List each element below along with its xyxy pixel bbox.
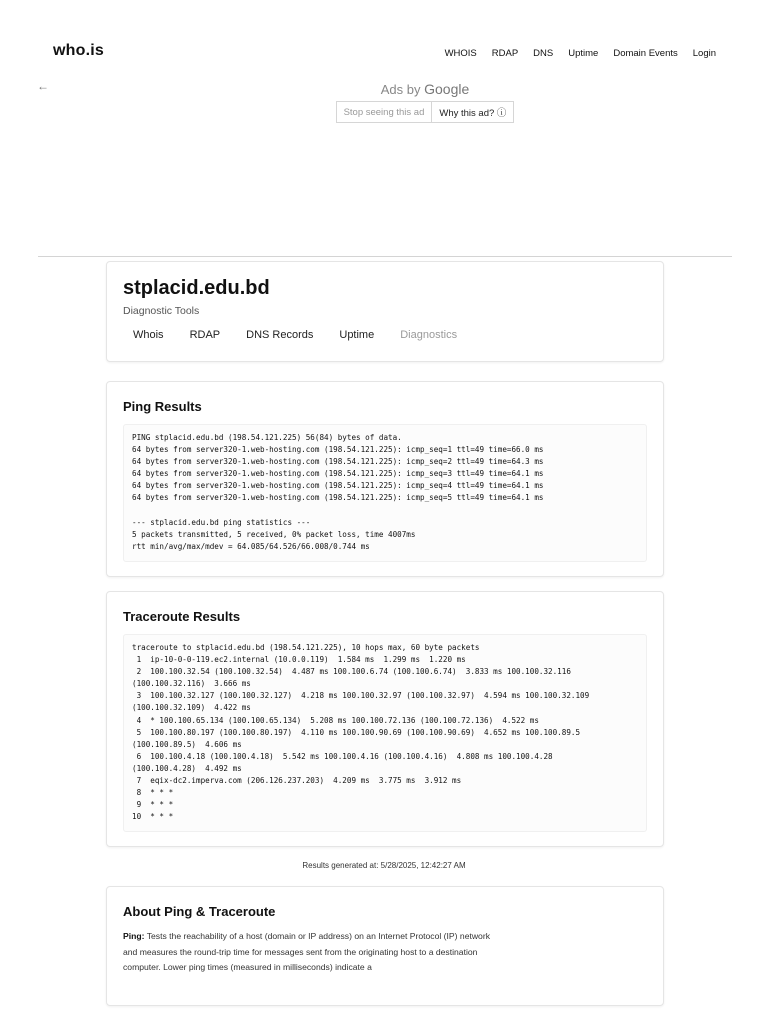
about-ping-description	[123, 929, 503, 976]
ad-panel	[330, 80, 520, 123]
nav-dns[interactable]: DNS	[533, 48, 554, 59]
nav-rdap[interactable]: RDAP	[491, 48, 519, 59]
traceroute-output: traceroute to stplacid.edu.bd (198.54.121.225), 10 hops max, 60 byte packets 1 ip-10-0-0-119.ec2.internal (10.0.0.119) 1.584 ms 1.299 ms 1.220 ms 2 100.100.32.54 (100.100.32.54) 4.487 ms 100.100.6.74 (100.100.6.74) 3.833 ms 100.100.32.116 (100.100.32.116) 3.666 ms 3 100.100.32.127 (100.100.32.127) 4.218 ms 100.100.32.97 (100.100.32.97) 4.594 ms 100.100.32.109 (100.100.32.109) 4.422 ms 4 * 100.100.65.134 (100.100.65.134) 5.208 ms 100.100.72.136 (100.100.72.136) 4.522 ms 5 100.100.80.197 (100.100.80.197) 4.110 ms 100.100.90.69 (100.100.90.69) 4.652 ms 100.100.89.5 (100.100.89.5) 4.606 ms 6 100.100.4.18 (100.100.4.18) 5.542 ms 100.100.4.16 (100.100.4.16) 4.808 ms 100.100.4.28 (100.100.4.28) 4.492 ms 7 eqix-dc2.imperva.com (206.126.237.203) 4.209 ms 3.775 ms 3.912 ms 8 * * * 9 * * * 10 * * *	[123, 634, 647, 832]
tab-diagnostics[interactable]: Diagnostics	[400, 329, 458, 341]
page-subtitle: Diagnostic Tools	[123, 305, 200, 317]
about-card	[106, 886, 664, 1006]
traceroute-results-card	[106, 591, 664, 847]
ping-output: PING stplacid.edu.bd (198.54.121.225) 56(84) bytes of data. 64 bytes from server320-1.web-hosting.com (198.54.121.225): icmp_seq=1 ttl=49 time=66.0 ms 64 bytes from server320-1.web-hosting.com (198.54.121.225): icmp_seq=2 ttl=49 time=64.3 ms 64 bytes from server320-1.web-hosting.com (198.54.121.225): icmp_seq=3 ttl=49 time=64.1 ms 64 bytes from server320-1.web-hosting.com (198.54.121.225): icmp_seq=4 ttl=49 time=64.1 ms 64 bytes from server320-1.web-hosting.com (198.54.121.225): icmp_seq=5 ttl=49 time=64.1 ms --- stplacid.edu.bd ping statistics --- 5 packets transmitted, 5 received, 0% packet loss, time 4007ms rtt min/avg/max/mdev = 64.085/64.526/66.008/0.744 ms	[123, 424, 647, 562]
tab-dns-records[interactable]: DNS Records	[246, 329, 314, 341]
ads-by-label: Ads by	[380, 82, 421, 97]
stop-seeing-ad-button[interactable]: Stop seeing this ad	[336, 101, 433, 123]
ads-by-google	[330, 80, 520, 99]
tool-tabs	[133, 329, 457, 341]
main-nav	[445, 48, 716, 59]
domain-header-card	[106, 261, 664, 362]
ping-label: Ping:	[123, 931, 145, 941]
nav-uptime[interactable]: Uptime	[568, 48, 599, 59]
tab-uptime[interactable]: Uptime	[339, 329, 375, 341]
nav-login[interactable]: Login	[692, 48, 716, 59]
page-title: stplacid.edu.bd	[123, 277, 270, 299]
why-this-ad-button[interactable]: Why this ad? ⓘ	[432, 101, 514, 123]
nav-domain-events[interactable]: Domain Events	[613, 48, 678, 59]
back-arrow-icon[interactable]: ←	[37, 79, 49, 93]
ad-buttons	[330, 101, 520, 123]
site-logo[interactable]: who.is	[53, 42, 104, 59]
ping-results-card	[106, 381, 664, 577]
results-timestamp: Results generated at: 5/28/2025, 12:42:27 AM	[302, 861, 466, 870]
traceroute-results-title: Traceroute Results	[123, 609, 241, 624]
top-bar	[0, 0, 768, 80]
ping-results-title: Ping Results	[123, 399, 202, 414]
tab-whois[interactable]: Whois	[133, 329, 164, 341]
about-title: About Ping & Traceroute	[123, 904, 276, 919]
nav-whois[interactable]: WHOIS	[444, 48, 477, 59]
ad-divider	[38, 256, 732, 257]
google-logo: Google	[424, 81, 470, 97]
tab-rdap[interactable]: RDAP	[189, 329, 221, 341]
ping-description-text: Tests the reachability of a host (domain or IP address) on an Internet Protocol (IP) network and measures the round-trip time for messages sent from the originating host to a destination computer. Lower ping times (measured in milliseconds) indicate a	[123, 931, 491, 972]
